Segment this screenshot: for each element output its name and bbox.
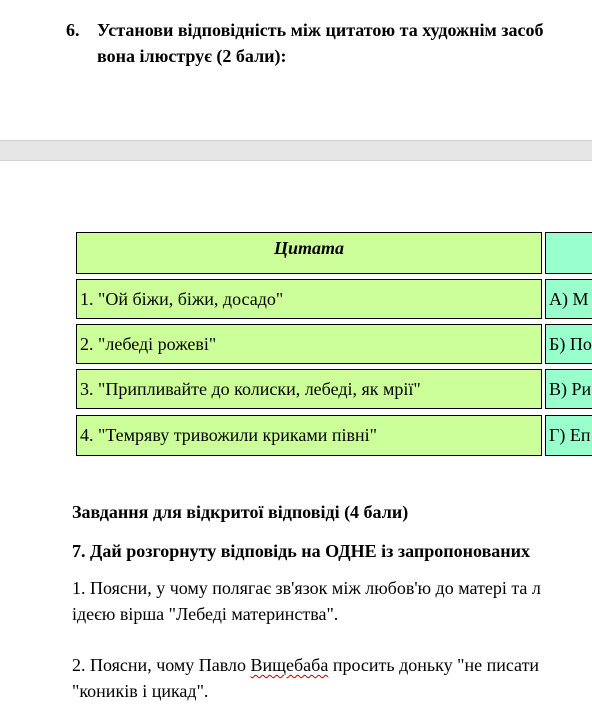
page-break-separator: [0, 140, 592, 161]
option-2-text-after: просить доньку "не писати: [328, 655, 540, 675]
table-row-4-device: Г) Еп: [545, 415, 592, 456]
question-6-number: 6.: [66, 20, 80, 40]
question-6-text-line1: Установи відповідність між цитатою та художнім засоб: [97, 20, 544, 40]
option-1-line2: ідеєю вірша "Лебеді материнства".: [72, 604, 339, 624]
open-task-heading: Завдання для відкритої відповіді (4 бали): [72, 502, 409, 522]
table-row-3-quote: 3. "Припливайте до колиски, лебеді, як мрії": [76, 369, 542, 409]
table-row-1-device: А) М: [545, 279, 592, 319]
table-row-4-quote: 4. "Темряву тривожили криками півні": [76, 415, 542, 456]
question-7-text: 7. Дай розгорнуту відповідь на ОДНЕ із запропонованих: [72, 541, 531, 561]
option-2-line2: "коників і цикад".: [72, 681, 209, 701]
option-2-line1: [72, 655, 539, 676]
table-row-1-quote: 1. "Ой біжи, біжи, досадо": [76, 279, 542, 319]
option-2-text-before: 2. Поясни, чому Павло: [72, 655, 251, 675]
table-row-2-device: Б) По: [545, 324, 592, 364]
question-6-text-line2: вона ілюструє (2 бали):: [97, 46, 287, 66]
spellcheck-flagged-name[interactable]: Вищебаба: [250, 655, 329, 675]
option-1-line1: 1. Поясни, у чому полягає зв'язок між любов'ю до матері та л: [72, 578, 541, 598]
table-row-2-quote: 2. "лебеді рожеві": [76, 324, 542, 364]
table-header-quote: Цитата: [76, 232, 542, 274]
table-header-device: [545, 232, 592, 274]
table-row-3-device: В) Ри: [545, 369, 592, 409]
